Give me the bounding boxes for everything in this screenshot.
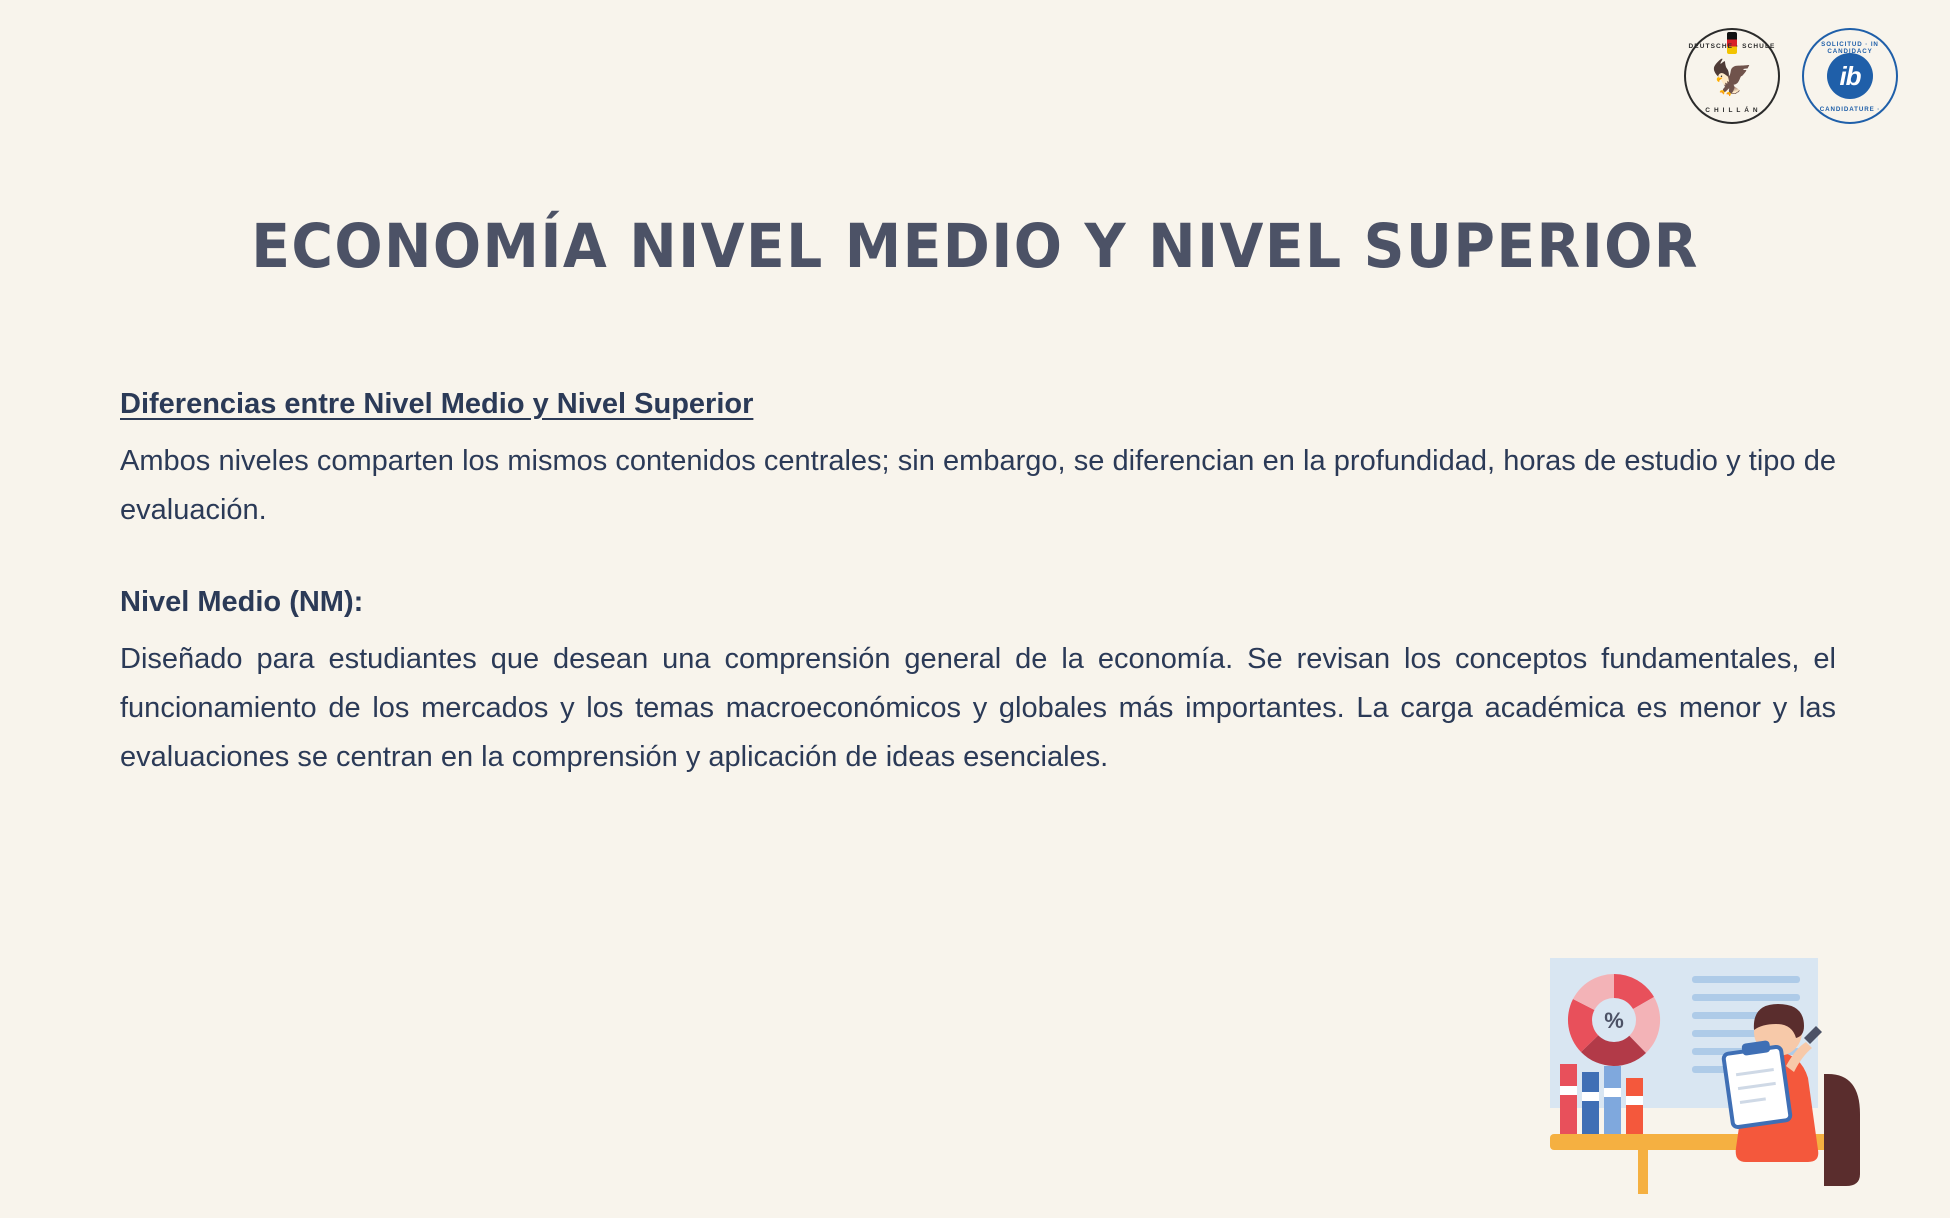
eagle-icon: 🦅 [1710,59,1754,97]
ib-logo-arc-bottom: CANDIDATURE · [1819,106,1881,113]
school-logo-arc-bottom: C H I L L Á N [1705,107,1759,114]
pie-percent-label: % [1604,1008,1624,1033]
section-paragraph-nivel-medio: Diseñado para estudiantes que desean una comprensión general de la economía. Se revisan los conceptos fundamentales, el funcionamiento de los mercados y los temas macroeconómicos y globales más importantes. La carga académica es menor y las evaluaciones se centran en la comprensión y aplicación de ideas esenciales. [120,643,1836,773]
school-logo-arc-top: DEUTSCHE · SCHULE [1688,43,1776,50]
section-paragraph-differences: Ambos niveles comparten los mismos contenidos centrales; sin embargo, se diferencian en la profundidad, horas de estudio y tipo de evaluación. [120,445,1836,526]
analyst-with-charts-illustration [1542,954,1892,1204]
deutsche-schule-chillan-logo [1684,28,1780,124]
section-heading-differences: Diferencias entre Nivel Medio y Nivel Superior [120,388,754,420]
slide-title: ECONOMÍA NIVEL MEDIO Y NIVEL SUPERIOR [251,210,1699,282]
block-spacer [120,534,1836,586]
ib-logo-arc-top: SOLICITUD · IN CANDIDACY [1821,41,1879,55]
ib-candidate-school-logo [1802,28,1898,124]
section-heading-nivel-medio: Nivel Medio (NM): [120,586,364,619]
ib-monogram: ib [1827,53,1873,99]
logo-row [1684,28,1898,124]
slide-body [120,388,1836,782]
